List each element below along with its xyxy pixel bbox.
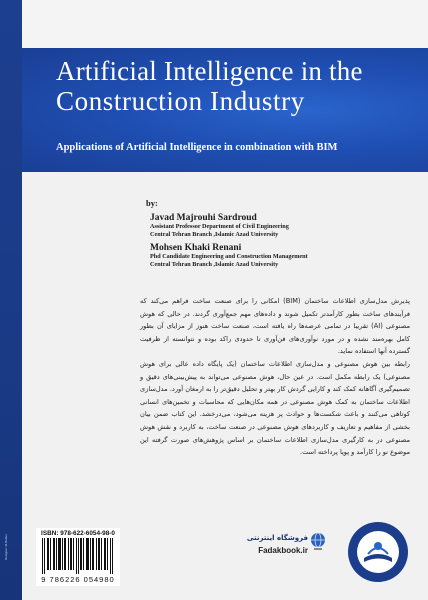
barcode-icon xyxy=(40,538,116,574)
top-area xyxy=(22,0,428,48)
side-credit: Designer: M.Rabiei xyxy=(4,534,8,560)
author-name-1: Javad Majrouhi Sardroud xyxy=(150,213,257,223)
description-text xyxy=(140,295,410,459)
title-line-2: Construction Industry xyxy=(56,86,305,116)
title-line-1: Artificial Intelligence in the xyxy=(56,56,363,86)
fadakbook-logo xyxy=(226,528,326,564)
author-affil-1a: Assistant Professor Department of Civil Engineering xyxy=(150,223,289,230)
side-strip xyxy=(0,0,22,600)
title-banner xyxy=(22,48,428,172)
by-label: by: xyxy=(146,198,158,208)
isbn-barcode xyxy=(36,528,120,586)
barcode-digits: 9 786226 054980 xyxy=(41,575,115,584)
globe-icon xyxy=(310,532,326,552)
fadak-persian: فروشگاه اینترنتی xyxy=(246,534,308,542)
paragraph-1: پذیرش مدل‌سازی اطلاعات ساختمان (BIM) امکانی را برای صنعت ساخت فراهم می‌کند که فرآیندهای ساخت بطور کارآمدتر تکمیل شوند و داده‌های مهم جمع‌آوری گردند. در حالی که هوش مصنوعی (AI) تقریبا در تمامی عرصه‌ها راه یافته است، صنعت ساخت هنوز از مزایای آن بطور کامل بهره‌مند نشده و در مورد نوآوری‌های فن‌آوری تا حدودی راکد بوده و نتوانسته از ظرفیت گسترده آنها استفاده نماید. xyxy=(140,297,410,356)
author-affil-1b: Central Tehran Branch ,Islamic Azad University xyxy=(150,231,279,238)
subtitle: Applications of Artificial Intelligence in combination with BIM xyxy=(56,142,338,153)
author-affil-2a: Phd Candidate Engineering and Construction Management xyxy=(150,253,308,260)
authors-block xyxy=(146,198,416,269)
publisher-logo-icon xyxy=(346,520,410,584)
fadak-english: Fadakbook.ir xyxy=(258,546,308,555)
author-name-2: Mohsen Khaki Renani xyxy=(150,243,242,253)
author-affil-2b: Central Tehran Branch ,Islamic Azad University xyxy=(150,261,279,268)
paragraph-2: رابطه بین هوش مصنوعی و مدل‌سازی اطلاعات ساختمان (یک پایگاه داده عالی برای هوش مصنوعی) یک رابطه مکمل است. در عین حال، هوش مصنوعی می‌تواند به پیش‌بینی‌های دقیق و تصمیم‌گیری آگاهانه کمک کند و کارایی گردش کار بهتر و تحلیل دقیق‌تر را به ارمغان آورد. مدل‌سازی اطلاعات ساختمان به کمک هوش مصنوعی در همه مکان‌هایی که محاسبات و تخمین‌های انسانی کوتاهی می‌کنند و باعث شکست‌ها و حوادث پر هزینه می‌شود، می‌درخشد. این کتاب ضمن بیان بخشی از مفاهیم و تعاریف و کاربردهای هوش مصنوعی در صنعت ساخت، به کاربرد و نقش هوش مصنوعی در به کارگیری مدل‌سازی اطلاعات ساختمان بر اساس پژوهش‌های صورت گرفته این موضوع نو را کارآمد و پویا پرداخته است. xyxy=(140,359,410,457)
isbn-label: ISBN: 978-622-6054-98-0 xyxy=(41,530,115,537)
